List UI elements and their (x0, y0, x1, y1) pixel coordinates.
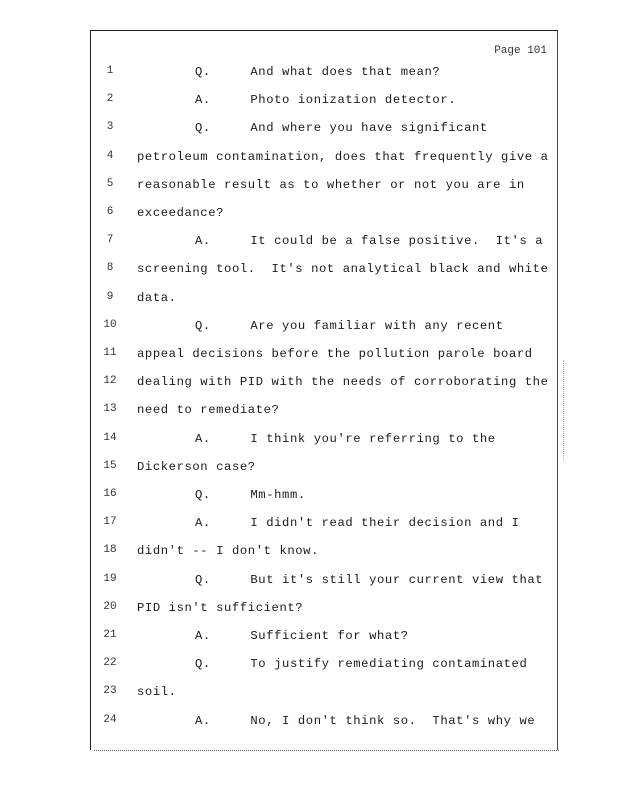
transcript-line (91, 516, 559, 536)
line-number: 20 (103, 600, 117, 613)
line-number: 3 (106, 121, 114, 134)
line-text: data. (137, 290, 177, 305)
line-text: A. No, I don't think so. That's why we (195, 713, 536, 728)
line-number: 2 (106, 93, 114, 106)
line-text: screening tool. It's not analytical black and white (137, 262, 549, 277)
line-number: 11 (103, 347, 117, 359)
transcript-line (91, 262, 559, 282)
transcript-line (91, 685, 559, 705)
line-number: 24 (103, 713, 117, 726)
line-number: 9 (106, 290, 114, 303)
line-text: soil. (137, 685, 177, 700)
transcript-page (90, 30, 558, 750)
transcript-line (91, 93, 559, 113)
transcript-line (91, 319, 559, 339)
line-number: 18 (103, 544, 117, 557)
line-number: 12 (103, 375, 117, 388)
transcript-line (91, 601, 559, 621)
line-text: Q. But it's still your current view that (195, 572, 544, 587)
transcript-line (91, 65, 559, 85)
transcript-line (91, 375, 559, 395)
line-text: Dickerson case? (137, 459, 256, 474)
transcript-line (91, 460, 559, 480)
transcript-line (91, 657, 559, 677)
transcript-line (91, 403, 559, 423)
line-text: reasonable result as to whether or not you are in (137, 177, 525, 192)
transcript-line (91, 714, 559, 734)
line-text: need to remediate? (137, 403, 280, 418)
transcript-line (91, 150, 559, 170)
line-text: PID isn't sufficient? (137, 600, 304, 615)
page-number: Page 101 (494, 45, 547, 57)
line-number: 14 (103, 431, 117, 444)
line-number: 10 (103, 318, 117, 331)
line-text: Q. And where you have significant (195, 121, 488, 136)
line-text: A. Sufficient for what? (195, 629, 409, 643)
line-text: Q. To justify remediating contaminated (195, 657, 528, 672)
transcript-line (91, 291, 559, 311)
line-text: exceedance? (137, 206, 225, 220)
transcript-line (91, 573, 559, 593)
transcript-line (91, 178, 559, 198)
line-number: 21 (103, 629, 117, 641)
line-number: 17 (103, 516, 117, 529)
line-number: 16 (103, 488, 117, 500)
line-number: 5 (106, 177, 114, 190)
line-number: 1 (106, 65, 114, 77)
line-number: 4 (106, 149, 114, 162)
transcript-line (91, 121, 559, 141)
line-text: A. I didn't read their decision and I (195, 516, 520, 531)
line-number: 6 (106, 206, 114, 218)
line-text: petroleum contamination, does that frequently give a (137, 149, 549, 164)
line-number: 23 (103, 685, 117, 698)
transcript-line (91, 432, 559, 452)
line-number: 13 (103, 403, 117, 416)
transcript-line (91, 347, 559, 367)
scan-artifact-dots (563, 360, 566, 460)
line-number: 7 (106, 234, 114, 247)
line-text: A. I think you're referring to the (195, 431, 496, 446)
line-text: Q. Mm-hmm. (195, 488, 306, 502)
line-text: Q. Are you familiar with any recent (195, 318, 504, 333)
transcript-line (91, 234, 559, 254)
line-text: dealing with PID with the needs of corroborating the (137, 375, 549, 390)
transcript-line (91, 629, 559, 649)
line-text: A. It could be a false positive. It's a (195, 234, 544, 249)
line-text: Q. And what does that mean? (195, 65, 441, 79)
bottom-rule (94, 750, 559, 751)
transcript-line (91, 488, 559, 508)
line-number: 15 (103, 459, 117, 472)
line-number: 8 (106, 262, 114, 275)
line-text: didn't -- I don't know. (137, 544, 320, 559)
line-text: appeal decisions before the pollution parole board (137, 347, 533, 361)
transcript-line (91, 206, 559, 226)
line-text: A. Photo ionization detector. (195, 93, 457, 108)
line-number: 19 (103, 572, 117, 585)
transcript-line (91, 544, 559, 564)
line-number: 22 (103, 657, 117, 670)
